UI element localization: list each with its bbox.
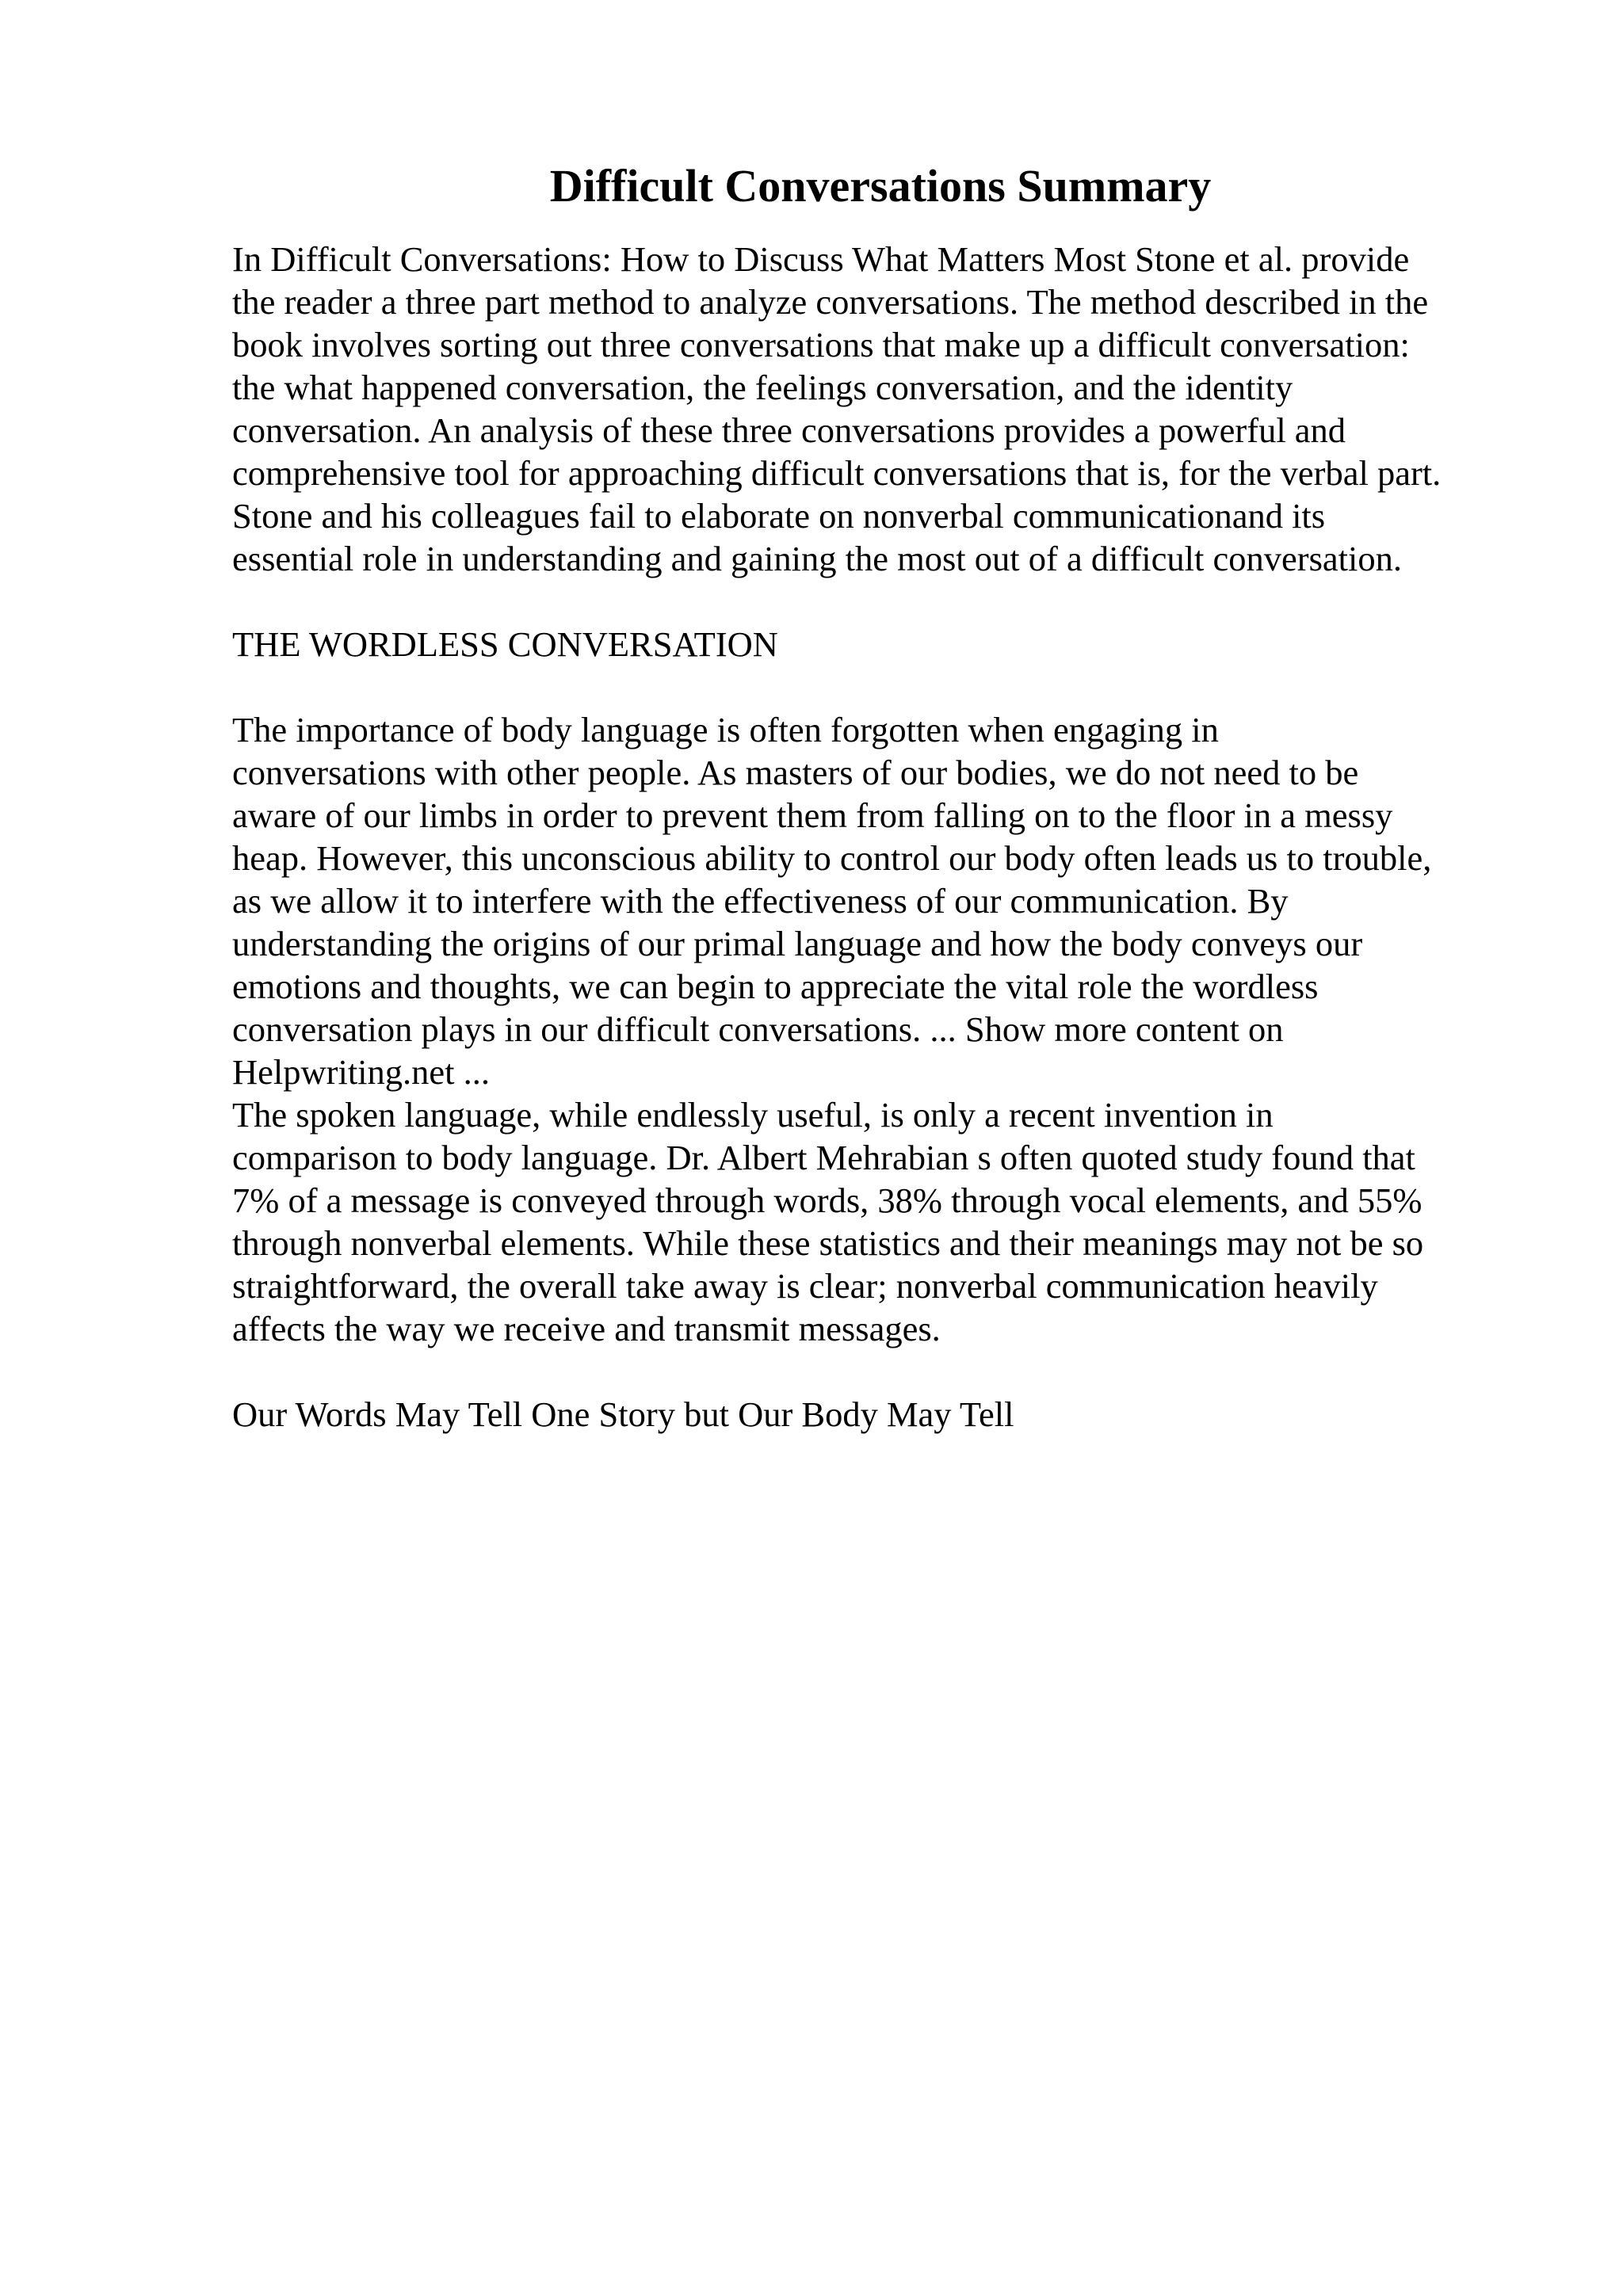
text-line: emotions and thoughts, we can begin to appreciate the vital role the wordless [232,967,1319,1006]
text-line: conversations with other people. As masters of our bodies, we do not need to be [232,753,1359,792]
wordless-paragraph-2 [232,1093,1516,1350]
text-line: 7% of a message is conveyed through words, 38% through vocal elements, and 55% [232,1180,1423,1220]
section-heading [232,623,1516,666]
text-line: affects the way we receive and transmit messages. [232,1309,941,1348]
text-line: Helpwriting.net ... [232,1052,491,1092]
text-line: In Difficult Conversations: How to Discuss What Matters Most Stone et al. provide [232,239,1410,279]
section-heading-text: THE WORDLESS CONVERSATION [232,624,778,664]
text-line: conversation plays in our difficult conversations. ... Show more content on [232,1009,1284,1049]
text-line: The spoken language, while endlessly useful, is only a recent invention in [232,1095,1274,1135]
text-line: book involves sorting out three conversations that make up a difficult conversation: [232,325,1410,364]
closing-heading-text: Our Words May Tell One Story but Our Body May Tell [232,1394,1014,1434]
text-line: the reader a three part method to analyze conversations. The method described in the [232,282,1429,322]
text-line: understanding the origins of our primal language and how the body conveys our [232,924,1363,963]
text-line: as we allow it to interfere with the effectiveness of our communication. By [232,881,1289,921]
wordless-paragraph-1 [232,708,1516,1093]
text-line: The importance of body language is often forgotten when engaging in [232,710,1219,749]
page-title: Difficult Conversations Summary [549,160,1212,212]
text-line: conversation. An analysis of these three conversations provides a powerful and [232,410,1346,450]
text-line: aware of our limbs in order to prevent them from falling on to the floor in a messy [232,795,1393,835]
text-line: straightforward, the overall take away is clear; nonverbal communication heavily [232,1266,1378,1306]
document-body [232,151,1516,1436]
intro-paragraph [232,238,1516,580]
text-line: through nonverbal elements. While these statistics and their meanings may not be so [232,1223,1424,1263]
text-line: comparison to body language. Dr. Albert Mehrabian s often quoted study found that [232,1138,1415,1177]
text-line: comprehensive tool for approaching difficult conversations that is, for the verbal part. [232,453,1442,493]
text-line: Stone and his colleagues fail to elaborate on nonverbal communicationand its [232,496,1326,536]
text-line: the what happened conversation, the feelings conversation, and the identity [232,368,1293,407]
text-line: heap. However, this unconscious ability to control our body often leads us to trouble, [232,838,1432,878]
closing-heading [232,1393,1516,1436]
text-line: essential role in understanding and gaining the most out of a difficult conversation. [232,539,1402,578]
